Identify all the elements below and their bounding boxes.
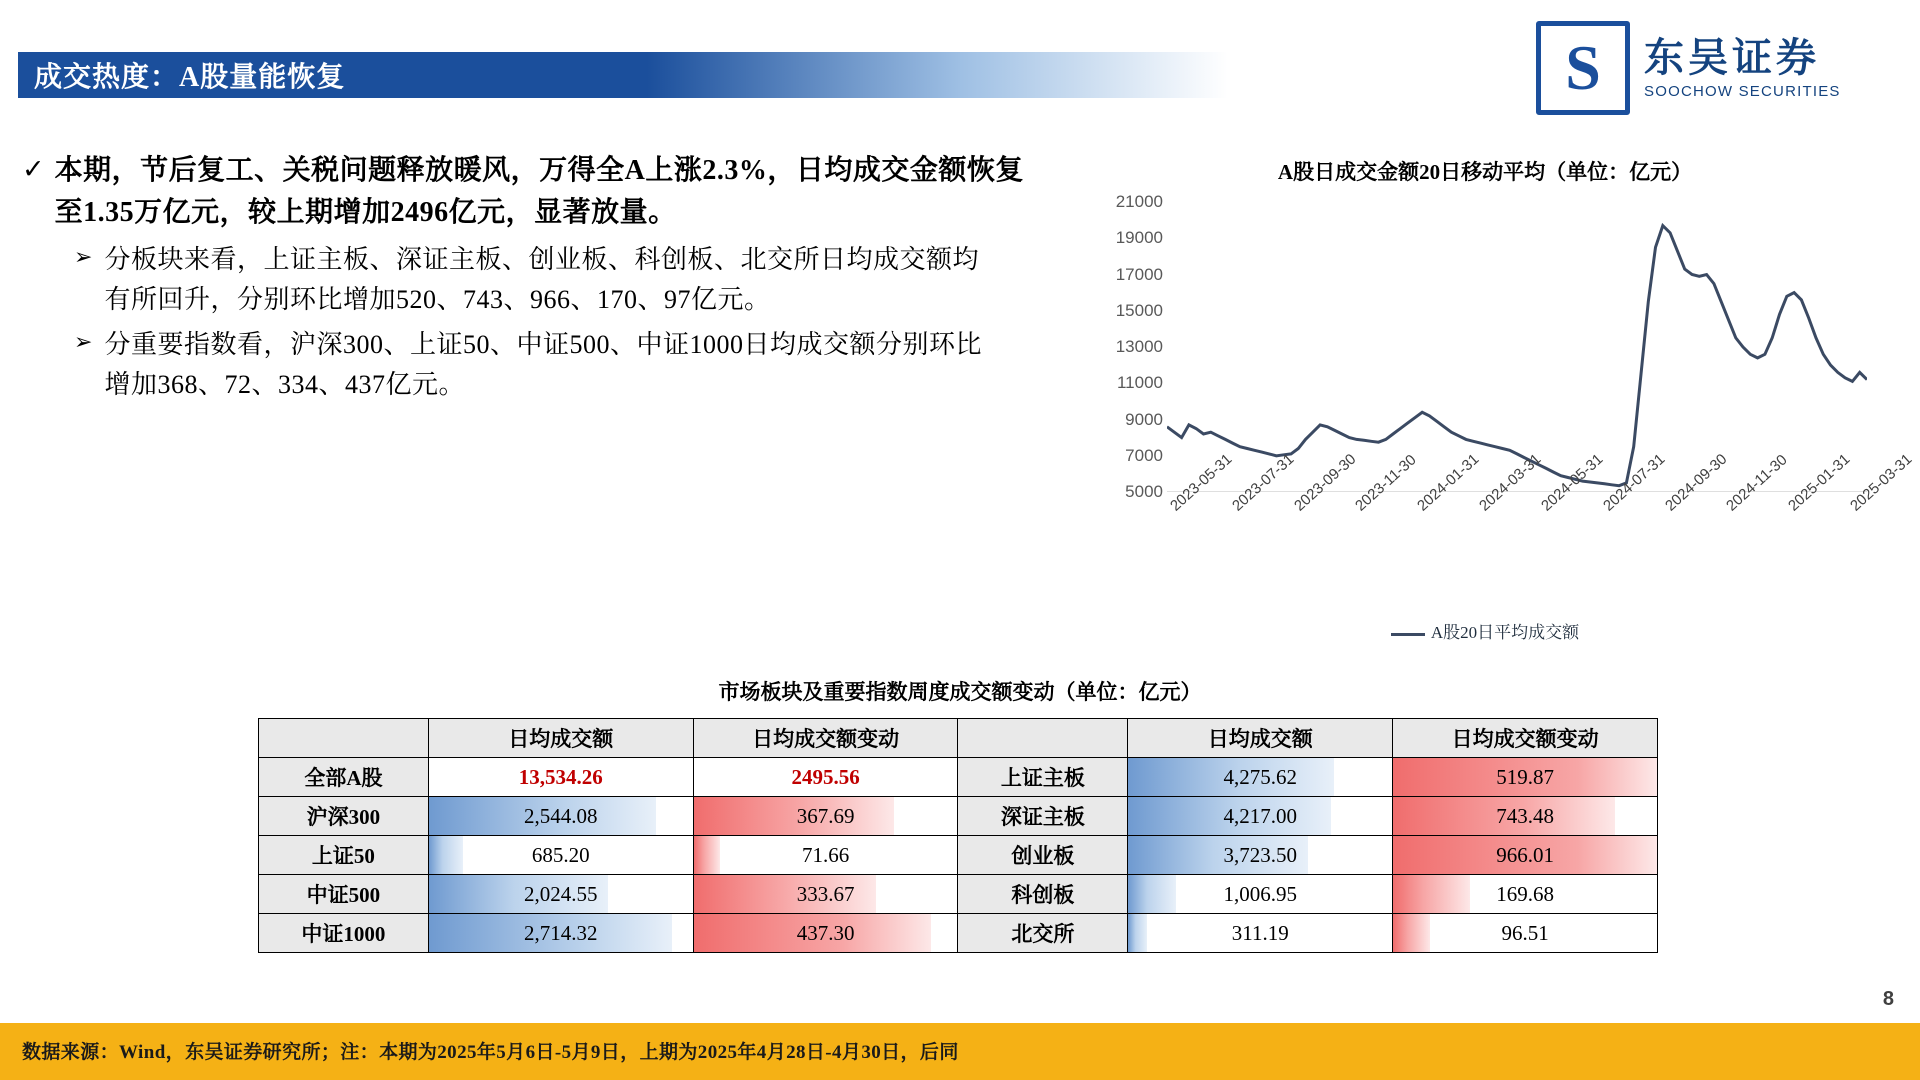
- cell-value: 169.68: [1496, 881, 1554, 906]
- cell-value: 367.69: [796, 803, 855, 828]
- chart-series-area: [1167, 202, 1867, 492]
- brand-text: [1644, 34, 1841, 100]
- cell-right-avg: [1128, 797, 1393, 836]
- chart-y-tick: 19000: [1115, 228, 1163, 248]
- cell-value: 71.66: [801, 842, 850, 867]
- cell-left-change: [693, 914, 958, 953]
- cell-value: 685.20: [531, 842, 590, 867]
- legend-label: A股20日平均成交额: [1430, 623, 1580, 642]
- cell-right-change: [1393, 797, 1658, 836]
- cell-right-change: [1393, 758, 1658, 797]
- chart-y-tick: 11000: [1116, 373, 1163, 393]
- cell-left-avg: [428, 836, 693, 875]
- chart-x-tick: 2025-03-31: [1847, 450, 1916, 515]
- sub-bullet-1-text: 分板块来看，上证主板、深证主板、创业板、科创板、北交所日均成交额均有所回升，分别环比增加520、743、966、170、97亿元。: [104, 245, 979, 314]
- table-body: [259, 758, 1658, 953]
- chart-y-tick: 21000: [1115, 192, 1163, 211]
- cell-bar: [694, 836, 720, 874]
- row-label-right: 北交所: [958, 914, 1128, 953]
- main-bullet-text: 本期，节后复工、关税问题释放暖风，万得全A上涨2.3%，日均成交金额恢复至1.35万亿元，较上期增加2496亿元，显著放量。: [54, 155, 1024, 228]
- row-label-left: 上证50: [259, 836, 429, 875]
- cell-right-change: [1393, 836, 1658, 875]
- chart-y-tick: 5000: [1125, 482, 1163, 501]
- chart-y-tick: 7000: [1125, 445, 1163, 465]
- row-label-right: 深证主板: [958, 797, 1128, 836]
- table-header-row: [259, 719, 1658, 758]
- cell-bar: [1393, 875, 1470, 913]
- legend-line-icon: [1391, 633, 1425, 636]
- sub-bullet-2-text: 分重要指数看，沪深300、上证50、中证500、中证1000日均成交额分别环比增加368、72、334、437亿元。: [104, 330, 982, 399]
- chart-y-tick: 9000: [1125, 409, 1163, 429]
- brand-logo: [1536, 22, 1886, 114]
- volume-chart: [1075, 150, 1916, 650]
- chart-y-tick: 15000: [1115, 300, 1163, 320]
- cell-value: 2,714.32: [524, 920, 598, 945]
- chart-y-tick: 13000: [1115, 337, 1163, 356]
- table-row: [259, 797, 1658, 836]
- chart-x-tick: 2024-09-30: [1661, 450, 1730, 515]
- cell-right-avg: [1128, 836, 1393, 875]
- main-bullet: [22, 150, 1082, 234]
- sub-bullet-2: [74, 325, 1082, 404]
- cell-value: 1,006.95: [1223, 881, 1297, 906]
- footer-bar: [0, 1023, 1920, 1080]
- cell-bar: [1128, 914, 1146, 952]
- brand-name-cn: 东吴证券: [1644, 34, 1820, 80]
- page-title: 成交热度：A股量能恢复: [34, 62, 346, 93]
- cell-left-avg: [428, 758, 693, 797]
- cell-value: 2495.56: [791, 764, 860, 789]
- cell-left-avg: [428, 875, 693, 914]
- row-label-left: 全部A股: [259, 758, 429, 797]
- chart-x-tick: 2023-07-31: [1228, 450, 1298, 515]
- chart-x-tick: 2023-11-30: [1352, 451, 1421, 515]
- market-volume-table: [258, 718, 1658, 953]
- table-row: [259, 758, 1658, 797]
- cell-left-avg: [428, 797, 693, 836]
- table-row: [259, 875, 1658, 914]
- row-label-left: 中证1000: [259, 914, 429, 953]
- cell-value: 3,723.50: [1223, 842, 1297, 867]
- header-left-change: 日均成交额变动: [693, 719, 958, 758]
- row-label-right: 创业板: [958, 836, 1128, 875]
- header-right-avg: 日均成交额: [1128, 719, 1393, 758]
- cell-value: 4,275.62: [1223, 764, 1297, 789]
- chart-x-tick: 2024-11-30: [1723, 451, 1791, 515]
- soochow-logo-icon: [1536, 21, 1630, 115]
- cell-bar: [694, 797, 894, 835]
- cell-right-avg: [1128, 758, 1393, 797]
- cell-value: 4,217.00: [1223, 803, 1297, 828]
- chart-x-tick: 2025-01-31: [1785, 450, 1854, 515]
- arrow-icon: ➢: [74, 329, 93, 355]
- row-label-right: 上证主板: [958, 758, 1128, 797]
- chart-x-tick: 2024-01-31: [1414, 450, 1483, 515]
- chart-x-tick: 2024-05-31: [1537, 450, 1607, 515]
- cell-value: 966.01: [1496, 842, 1554, 867]
- table-title: 市场板块及重要指数周度成交额变动（单位：亿元）: [718, 680, 1202, 704]
- chart-legend: [1075, 618, 1895, 643]
- brand-name-en: SOOCHOW SECURITIES: [1644, 82, 1841, 100]
- chart-x-tick: 2023-05-31: [1167, 450, 1236, 515]
- page-number: 8: [1882, 988, 1894, 1010]
- cell-left-change: [693, 836, 958, 875]
- chart-y-tick: 17000: [1115, 264, 1163, 284]
- content-text-column: [22, 150, 1082, 404]
- cell-bar: [1393, 914, 1430, 952]
- table-row: [259, 914, 1658, 953]
- cell-right-avg: [1128, 914, 1393, 953]
- logo-letter: S: [1565, 32, 1601, 103]
- cell-value: 96.51: [1501, 920, 1549, 945]
- cell-right-change: [1393, 914, 1658, 953]
- slide-title-bar: [18, 52, 1228, 98]
- cell-value: 437.30: [796, 920, 855, 945]
- cell-right-change: [1393, 875, 1658, 914]
- row-label-right: 科创板: [958, 875, 1128, 914]
- arrow-icon: ➢: [74, 244, 93, 269]
- cell-bar: [1128, 875, 1175, 913]
- cell-value: 13,534.26: [518, 764, 603, 789]
- cell-value: 2,024.55: [524, 881, 598, 906]
- cell-value: 743.48: [1496, 803, 1554, 828]
- cell-value: 333.67: [796, 881, 855, 906]
- cell-left-avg: [428, 914, 693, 953]
- cell-value: 311.19: [1231, 920, 1289, 945]
- table-row: [259, 836, 1658, 875]
- cell-left-change: [693, 875, 958, 914]
- cell-value: 2,544.08: [524, 803, 598, 828]
- cell-left-change: [693, 758, 958, 797]
- header-right-change: 日均成交额变动: [1393, 719, 1658, 758]
- footer-source-text: 数据来源：Wind，东吴证券研究所；注：本期为2025年5月6日-5月9日，上期为2025年4月28日-4月30日，后同: [22, 1042, 959, 1063]
- chart-x-tick: 2024-03-31: [1476, 450, 1545, 515]
- header-right-blank: [958, 719, 1128, 758]
- sub-bullet-1: [74, 240, 1082, 319]
- chart-x-tick: 2024-07-31: [1599, 450, 1669, 515]
- chart-plot-area: [1075, 192, 1916, 542]
- header-left-blank: [259, 719, 429, 758]
- cell-value: 519.87: [1496, 764, 1554, 789]
- chart-title: A股日成交金额20日移动平均（单位：亿元）: [1277, 160, 1693, 184]
- cell-bar: [429, 836, 463, 874]
- row-label-left: 沪深300: [259, 797, 429, 836]
- header-left-avg: 日均成交额: [428, 719, 693, 758]
- check-icon: ✓: [22, 154, 45, 184]
- chart-line-svg: [1167, 202, 1867, 492]
- chart-y-axis: [1075, 192, 1163, 501]
- cell-right-avg: [1128, 875, 1393, 914]
- cell-left-change: [693, 797, 958, 836]
- chart-x-tick: 2023-09-30: [1290, 450, 1360, 515]
- slide-header: [0, 0, 1920, 148]
- row-label-left: 中证500: [259, 875, 429, 914]
